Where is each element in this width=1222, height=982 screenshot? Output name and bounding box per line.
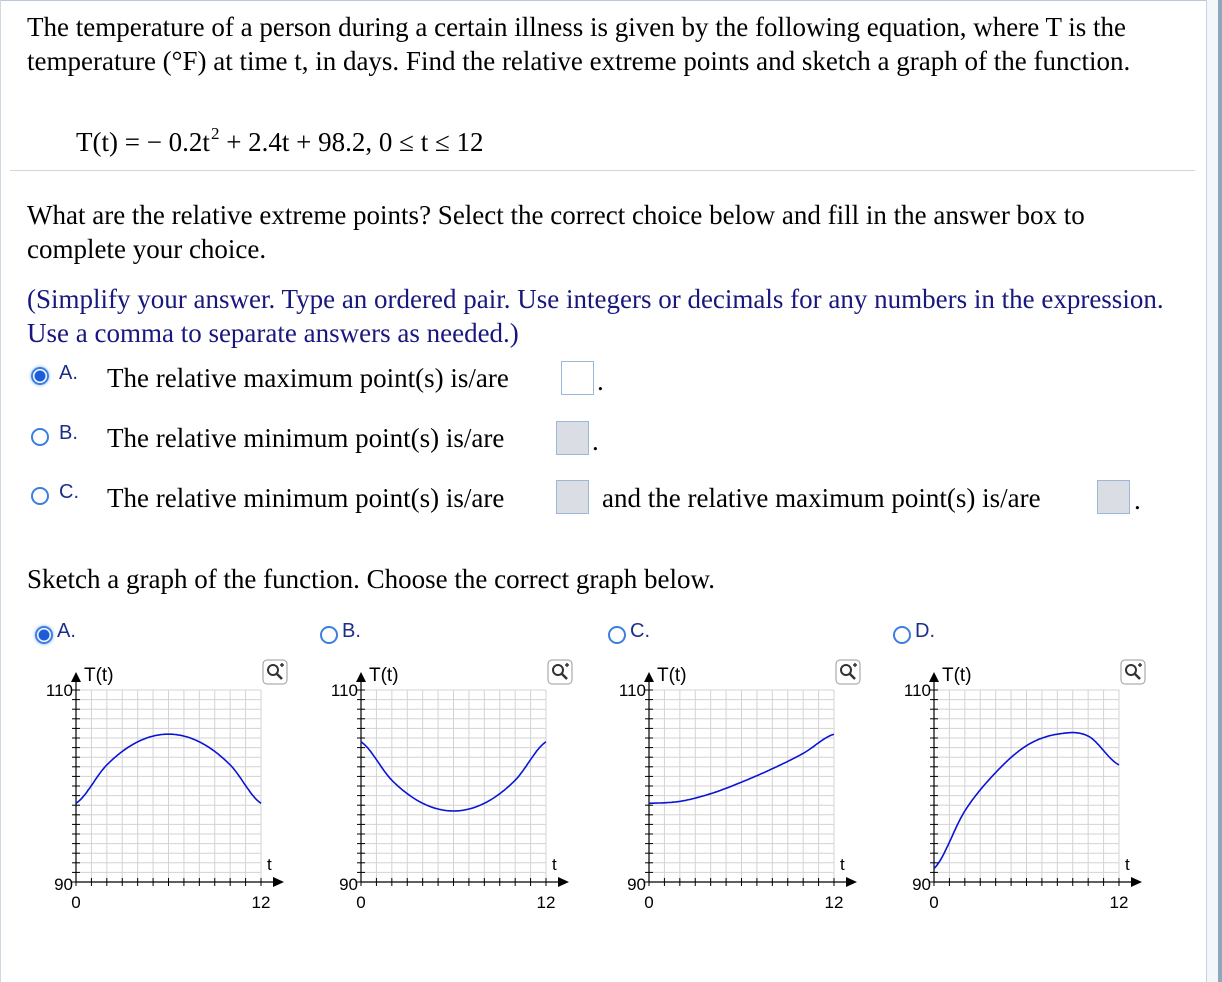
choice-a-text: The relative maximum point(s) is/are [107,363,509,393]
choice-b-radio[interactable] [31,428,49,446]
x-tick-label-min: 0 [644,893,654,912]
zoom-icon[interactable] [1121,660,1145,684]
zoom-icon[interactable] [548,660,572,684]
x-axis-label: t [267,855,272,874]
x-axis-arrow [558,877,569,887]
choice-c-text: The relative minimum point(s) is/are [107,483,505,513]
graph-option-c[interactable] [604,620,884,920]
zoom-icon-frame [263,660,287,684]
equation-exponent: 2 [210,124,220,143]
frame-left-border [0,0,1,982]
y-axis-label: T(t) [942,665,972,686]
x-axis-label: t [552,855,557,874]
y-tick-label-max: 110 [330,681,358,700]
choice-c-period: . [1134,485,1141,515]
frame-top-border [0,0,1222,1]
zoom-icon[interactable] [836,660,860,684]
extreme-points-question: What are the relative extreme points? Select the correct choice below and fill in the answer box to complete your choice. [27,200,1085,264]
c-max-point-answer-box[interactable] [1097,480,1130,514]
y-axis-label: T(t) [657,665,687,686]
choice-c-radio[interactable] [31,487,49,505]
x-tick-label-max: 12 [251,893,271,912]
graph-c-chart [604,620,884,920]
sketch-question: Sketch a graph of the function. Choose the correct graph below. [27,564,716,594]
y-axis-label: T(t) [369,665,399,686]
x-tick-label-min: 0 [71,893,81,912]
y-tick-label-max: 110 [618,681,646,700]
graph-c-letter: C. [630,620,650,642]
equation [76,124,484,158]
x-tick-label-min: 0 [356,893,366,912]
y-tick-label-min: 90 [627,875,646,894]
x-tick-label-max: 12 [536,893,556,912]
choice-a-period: . [597,366,604,396]
y-tick-label-min: 90 [912,875,931,894]
zoom-icon[interactable] [263,660,287,684]
graph-b-chart [316,620,596,920]
max-point-answer-box[interactable] [561,361,594,395]
y-tick-label-max: 110 [45,681,73,700]
y-tick-label-min: 90 [54,875,73,894]
y-axis-label: T(t) [84,665,114,686]
x-axis-arrow [273,877,284,887]
answer-instructions: (Simplify your answer. Type an ordered pair. Use integers or decimals for any numbers in the expression. Use a comma to separate answers as needed.) [27,284,1164,348]
zoom-icon-frame [836,660,860,684]
equation-lhs: T(t) = − 0.2t [76,127,210,157]
y-tick-label-min: 90 [339,875,358,894]
y-tick-label-max: 110 [903,681,931,700]
choice-c-text-2: and the relative maximum point(s) is/are [602,483,1041,513]
choice-b-text: The relative minimum point(s) is/are [107,423,505,453]
graph-option-d[interactable] [889,620,1169,920]
choice-b-letter: B. [59,422,78,444]
graph-d-letter: D. [915,620,935,642]
graph-b-letter: B. [342,620,361,642]
choice-a-radio[interactable] [31,367,49,385]
x-tick-label-max: 12 [824,893,844,912]
x-axis-arrow [846,877,857,887]
min-point-answer-box[interactable] [556,421,589,455]
graph-option-b[interactable] [316,620,596,920]
graph-a-letter: A. [57,620,76,642]
x-axis-label: t [840,855,845,874]
zoom-icon-frame [548,660,572,684]
choice-c-letter: C. [59,481,79,503]
c-min-point-answer-box[interactable] [556,480,589,514]
problem-statement: The temperature of a person during a certain illness is given by the following equation, where T is the temperature (°F) at time t, in days. Find the relative extreme points and sketch a graph of the function. [27,12,1131,76]
scrollbar-thumb[interactable] [1218,0,1222,982]
equation-rhs: + 2.4t + 98.2, 0 ≤ t ≤ 12 [226,127,484,157]
section-divider [10,170,1195,171]
x-axis-arrow [1131,877,1142,887]
graph-a-chart [31,620,311,920]
choice-a-letter: A. [59,362,78,384]
graph-option-a[interactable] [31,620,311,920]
graph-d-chart [889,620,1169,920]
x-tick-label-max: 12 [1109,893,1129,912]
zoom-icon-frame [1121,660,1145,684]
x-axis-label: t [1125,855,1130,874]
choice-b-period: . [592,426,599,456]
x-tick-label-min: 0 [929,893,939,912]
